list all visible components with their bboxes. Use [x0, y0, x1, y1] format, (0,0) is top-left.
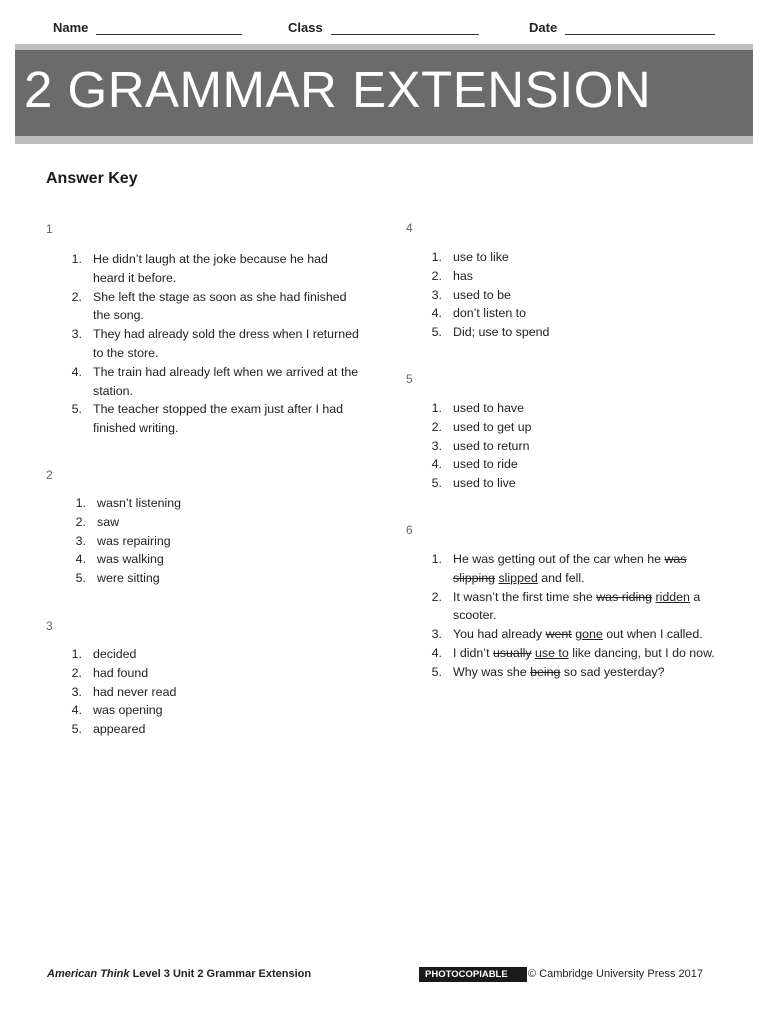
corrected-word: use to	[534, 645, 569, 660]
item-text: The train had already left when we arrived at the station.	[93, 364, 359, 398]
item-text: was repairing	[97, 533, 171, 548]
item-number: 4.	[75, 552, 86, 567]
section-6-list	[422, 550, 722, 682]
list-item	[422, 399, 722, 418]
list-item	[66, 494, 266, 513]
list-item	[422, 304, 722, 323]
item-number: 1.	[431, 401, 442, 415]
footer-book-rest: Level 3 Unit 2 Grammar Extension	[129, 968, 312, 980]
item-text: used to ride	[453, 457, 518, 472]
section-3-number: 3	[46, 619, 53, 633]
list-item	[62, 288, 362, 326]
item-text: Did; use to spend	[453, 325, 550, 340]
list-item	[62, 683, 262, 702]
section-5-number: 5	[406, 372, 413, 386]
item-text: decided	[93, 647, 137, 661]
struck-word: usually	[492, 645, 532, 660]
item-number: 2.	[431, 589, 442, 604]
item-number: 5.	[431, 664, 442, 679]
photocopiable-badge: PHOTOCOPIABLE	[419, 967, 527, 982]
item-number: 3.	[71, 327, 82, 342]
item-number: 5.	[75, 571, 86, 586]
banner-bottom-strip	[15, 136, 753, 144]
list-item	[422, 267, 722, 286]
item-number: 1.	[431, 552, 442, 566]
list-item	[422, 644, 722, 663]
item-text: had never read	[93, 684, 177, 699]
section-4-list	[422, 248, 722, 342]
item-number: 3.	[431, 287, 442, 302]
name-label: Name	[53, 20, 89, 35]
text-segment: He was getting out of the car when he	[453, 552, 665, 566]
item-text: used to get up	[453, 419, 532, 434]
list-item	[422, 474, 722, 493]
list-item	[62, 720, 262, 739]
struck-word: was riding	[596, 589, 653, 604]
footer-book-info	[47, 968, 311, 980]
list-item	[62, 701, 262, 720]
list-item	[62, 325, 362, 363]
list-item	[62, 645, 262, 664]
item-number: 2.	[431, 419, 442, 434]
section-6-number: 6	[406, 523, 413, 537]
date-label: Date	[529, 20, 558, 35]
section-3-list	[62, 645, 262, 739]
item-number: 2.	[431, 268, 442, 283]
list-item	[66, 532, 266, 551]
name-field	[53, 20, 242, 35]
item-number: 1.	[71, 647, 82, 661]
item-text: She left the stage as soon as she had finished the song.	[93, 289, 347, 323]
item-number: 3.	[431, 438, 442, 453]
item-text: used to return	[453, 438, 530, 453]
list-item	[422, 248, 722, 267]
struck-word: being	[530, 664, 561, 679]
list-item	[422, 418, 722, 437]
class-field	[288, 20, 479, 35]
item-number: 4.	[431, 306, 442, 321]
item-text: don’t listen to	[453, 306, 527, 321]
list-item	[422, 455, 722, 474]
list-item	[62, 250, 362, 288]
item-text	[442, 550, 722, 588]
item-number: 2.	[71, 289, 82, 304]
item-number: 3.	[75, 533, 86, 548]
page-title: 2 GRAMMAR EXTENSION	[24, 61, 652, 118]
list-item	[422, 588, 722, 626]
item-number: 2.	[71, 665, 82, 680]
item-number: 4.	[431, 645, 442, 660]
name-line	[96, 20, 242, 35]
item-number: 5.	[71, 722, 82, 737]
item-text: were sitting	[97, 571, 160, 586]
section-5-list	[422, 399, 722, 493]
item-text: used to be	[453, 287, 511, 302]
item-text: He didn’t laugh at the joke because he had heard it before.	[93, 252, 328, 285]
section-2-list	[66, 494, 266, 588]
item-number: 4.	[71, 364, 82, 379]
item-text	[442, 625, 722, 644]
section-1-list	[62, 250, 362, 438]
item-text: was opening	[93, 703, 163, 718]
list-item	[422, 550, 722, 588]
item-text: They had already sold the dress when I returned to the store.	[93, 327, 359, 360]
item-text: was walking	[97, 552, 164, 567]
text-segment: a scooter.	[453, 589, 701, 623]
list-item	[422, 323, 722, 342]
item-text: has	[453, 268, 473, 283]
list-item	[422, 437, 722, 456]
item-text: had found	[93, 665, 149, 680]
class-label: Class	[288, 20, 323, 35]
list-item	[422, 286, 722, 305]
item-text: wasn’t listening	[97, 496, 182, 510]
text-segment: I didn’t	[453, 645, 493, 660]
item-number: 5.	[71, 402, 82, 417]
corrected-word: gone	[575, 627, 603, 642]
item-text: The teacher stopped the exam just after I had finished writing.	[93, 402, 344, 436]
list-item	[422, 663, 722, 682]
item-number: 3.	[431, 627, 442, 642]
text-segment: It wasn’t the first time she	[453, 589, 597, 604]
corrected-word: slipped	[498, 570, 538, 585]
list-item	[422, 625, 722, 644]
struck-word: went	[545, 627, 572, 642]
list-item	[66, 569, 266, 588]
item-number: 1.	[71, 252, 82, 266]
copyright-notice: © Cambridge University Press 2017	[528, 968, 704, 980]
item-number: 5.	[431, 476, 442, 491]
text-segment: so sad yesterday?	[560, 664, 665, 679]
class-line	[331, 20, 479, 35]
item-number: 4.	[431, 457, 442, 472]
corrected-word: ridden	[655, 589, 690, 604]
item-number: 4.	[71, 703, 82, 718]
list-item	[62, 664, 262, 683]
item-text: use to like	[453, 250, 509, 264]
item-number: 5.	[431, 325, 442, 340]
answer-key-heading: Answer Key	[46, 170, 138, 187]
item-number: 3.	[71, 684, 82, 699]
section-1-number: 1	[46, 222, 53, 236]
item-text: appeared	[93, 722, 146, 737]
item-text	[442, 588, 722, 626]
item-text: used to have	[453, 401, 524, 415]
date-field	[529, 20, 715, 35]
text-segment: Why was she	[453, 664, 531, 679]
item-text	[442, 663, 722, 682]
struck-word: was slipping	[453, 552, 687, 585]
item-number: 2.	[75, 514, 86, 529]
item-number: 1.	[75, 496, 86, 510]
list-item	[66, 550, 266, 569]
item-number: 1.	[431, 250, 442, 264]
item-text	[442, 644, 722, 663]
date-line	[565, 20, 715, 35]
text-segment: You had already	[453, 627, 546, 642]
text-segment: out when I called.	[602, 627, 703, 642]
footer-book-title: American Think	[47, 968, 130, 980]
text-segment: like dancing, but I do now.	[568, 645, 715, 660]
list-item	[62, 400, 362, 438]
list-item	[66, 513, 266, 532]
section-4-number: 4	[406, 221, 413, 235]
section-2-number: 2	[46, 468, 53, 482]
item-text: saw	[97, 514, 120, 529]
list-item	[62, 363, 362, 401]
text-segment: and fell.	[537, 570, 585, 585]
item-text: used to live	[453, 476, 516, 491]
